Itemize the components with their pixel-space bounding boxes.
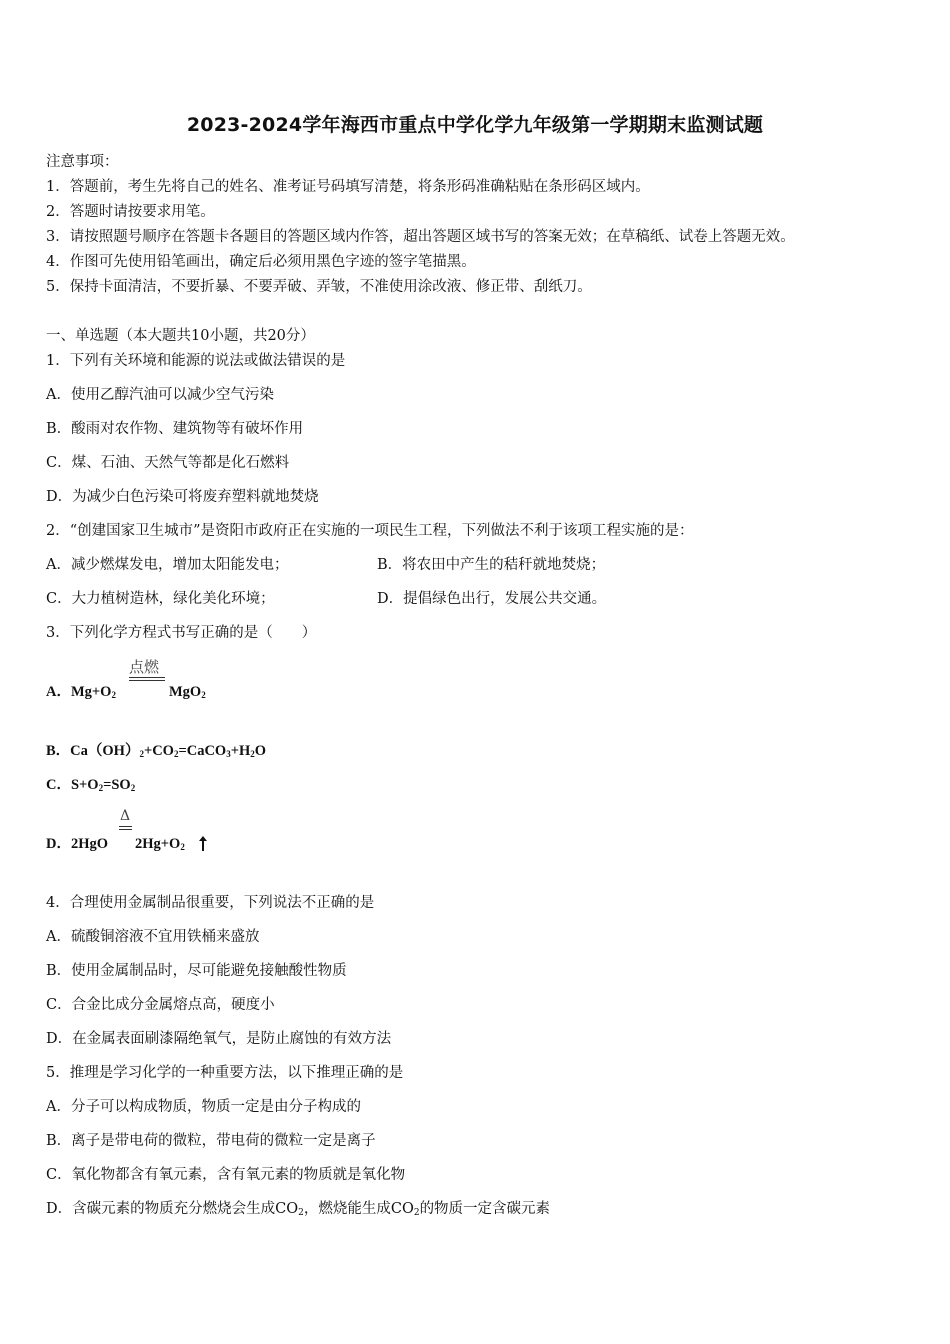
notice-item: 2．答题时请按要求用笔。: [46, 204, 215, 220]
notice-item: 4．作图可先使用铅笔画出，确定后必须用黑色字迹的签字笔描黑。: [46, 254, 476, 270]
option-label: A．: [46, 684, 71, 700]
question-1-option-d: D．为减少白色污染可将废弃塑料就地焚烧: [46, 489, 319, 505]
question-3-stem: 3．下列化学方程式书写正确的是（ ）: [46, 625, 317, 641]
notice-item: 5．保持卡面清洁，不要折暴、不要弄破、弄皱，不准使用涂改液、修正带、刮纸刀。: [46, 279, 592, 295]
question-4-stem: 4．合理使用金属制品很重要，下列说法不正确的是: [46, 895, 375, 911]
question-1-option-b: B．酸雨对农作物、建筑物等有破坏作用: [46, 421, 304, 437]
question-3-option-a: A．$Mg+O_2$: [46, 684, 116, 700]
question-2-option-c: C．大力植树造林，绿化美化环境；: [46, 591, 275, 607]
question-1-option-a: A．使用乙醇汽油可以减少空气污染: [46, 387, 274, 403]
section-heading: 一、单选题（本大题共10小题，共20分）: [46, 328, 315, 344]
question-3-option-d: D．2HgO: [46, 836, 109, 852]
question-3-option-a-product: MgO$_2$: [169, 684, 206, 700]
question-5-option-d: D．含碳元素的物质充分燃烧会生成$CO_2$，燃烧能生成$CO_2$的物质一定含碳元素: [46, 1201, 551, 1218]
question-1-option-c: C．煤、石油、天然气等都是化石燃料: [46, 455, 290, 471]
question-5-option-c: C．氧化物都含有氧元素，含有氧元素的物质就是氧化物: [46, 1167, 406, 1183]
question-5-option-a: A．分子可以构成物质，物质一定是由分子构成的: [46, 1099, 361, 1115]
page-title: 2023-2024学年海西市重点中学化学九年级第一学期期末监测试题: [186, 114, 764, 136]
question-2-stem: 2．“创建国家卫生城市”是资阳市政府正在实施的一项民生工程，下列做法不利于该项工程实施的是：: [46, 523, 694, 539]
question-4-option-d: D．在金属表面刷漆隔绝氧气，是防止腐蚀的有效方法: [46, 1031, 392, 1047]
question-2-option-a: A．减少燃煤发电，增加太阳能发电；: [46, 557, 289, 573]
question-2-option-b: B．将农田中产生的秸秆就地焚烧；: [377, 557, 606, 573]
reaction-condition-heat: Δ: [120, 808, 131, 824]
equals-bar-bottom: [119, 829, 132, 830]
question-5-option-b: B．离子是带电荷的微粒，带电荷的微粒一定是离子: [46, 1133, 376, 1149]
equals-bar-top: [119, 826, 132, 827]
question-3-option-b: B．$Ca(OH)_2+CO_2=CaCO_3+H_2O$: [46, 743, 267, 759]
notice-heading: 注意事项：: [46, 154, 119, 170]
question-1-stem: 1．下列有关环境和能源的说法或做法错误的是: [46, 353, 346, 369]
question-5-stem: 5．推理是学习化学的一种重要方法，以下推理正确的是: [46, 1065, 404, 1081]
equals-bar-bottom: [129, 680, 165, 681]
question-4-option-c: C．合金比成分金属熔点高，硬度小: [46, 997, 275, 1013]
notice-item: 1．答题前，考生先将自己的姓名、准考证号码填写清楚，将条形码准确粘贴在条形码区域内。: [46, 179, 650, 195]
reaction-condition-ignite: 点燃: [129, 658, 160, 676]
question-4-option-b: B．使用金属制品时，尽可能避免接触酸性物质: [46, 963, 347, 979]
gas-arrow-icon: [198, 836, 208, 851]
question-3-option-d-product: $2Hg+O_2$: [135, 836, 185, 852]
question-4-option-a: A．硫酸铜溶液不宜用铁桶来盛放: [46, 929, 260, 945]
question-2-option-d: D．提倡绿色出行，发展公共交通。: [377, 591, 607, 607]
notice-item: 3．请按照题号顺序在答题卡各题目的答题区域内作答，超出答题区域书写的答案无效；在草稿纸、试卷上答题无效。: [46, 229, 795, 245]
question-3-option-c: C．$S+O_2=SO_2$: [46, 777, 136, 793]
equals-bar-top: [129, 677, 165, 678]
